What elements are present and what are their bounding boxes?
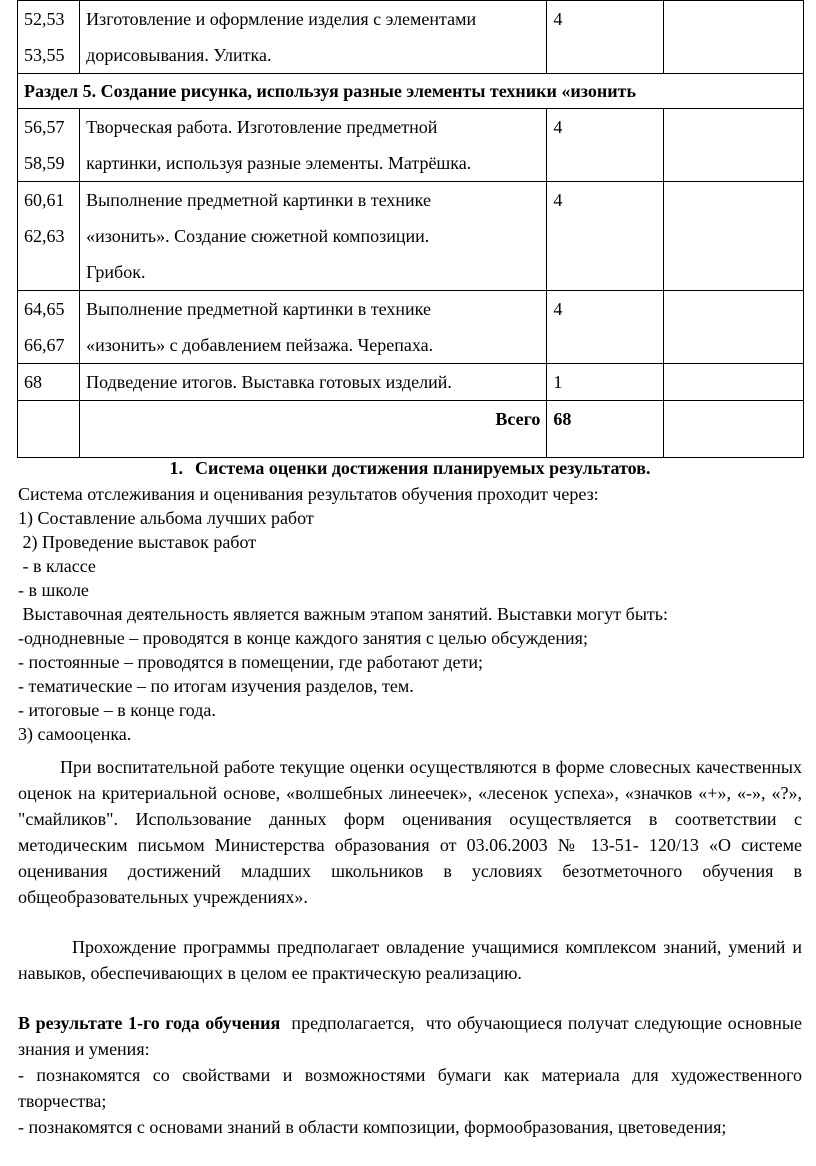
bullet-item: - познакомятся со свойствами и возможностями бумаги как материала для художественного творчества; [18,1065,802,1111]
lesson-topic-cell [80,109,547,182]
hours-cell: 1 [547,364,663,401]
list-line: - в школе [18,580,89,600]
section-row [18,74,804,109]
lesson-number: 53,55 [24,45,65,65]
lesson-number: 56,57 [24,117,65,137]
lesson-topic-cell [80,364,547,401]
lesson-topic-line: дорисовывания. Улитка. [86,45,272,65]
list-line: - постоянные – проводятся в помещении, где работают дети; [18,652,484,672]
lesson-number: 64,65 [24,299,65,319]
hours-cell: 4 [547,182,663,291]
lesson-topic-line: «изонить» с добавлением пейзажа. Черепаха. [86,335,434,355]
section-heading [18,456,802,480]
section-number: 1. [169,458,184,478]
lesson-number-cell [18,291,80,364]
paragraph-evaluation: При воспитательной работе текущие оценки осуществляются в форме словесных качественных оценок на критериальной основе, «волшебных линеечек», «лесенок успеха», «значков «+», «-», «?», "смайликов". Использование данных форм оценивания осуществляется в соответствии с методическим письмом Министерства образования от 03.06.2003 № 13-51- 120/13 «О системе оценивания достижений младших школьников в условиях безотметочного обучения в общеобразовательных учреждениях». [18,757,802,907]
section-title-cell: Раздел 5. Создание рисунка, используя разные элементы техники «изонить [18,74,804,109]
notes-cell [663,364,803,401]
lesson-topic-line: Выполнение предметной картинки в технике [86,190,431,210]
total-value: 68 [547,401,663,458]
lesson-number: 52,53 [24,9,65,29]
lesson-number-cell [18,182,80,291]
table-row [18,364,804,401]
lesson-number: 66,67 [24,335,65,355]
lesson-topic-line: Подведение итогов. Выставка готовых изделий. [86,372,452,392]
lesson-topic-cell [80,182,547,291]
lesson-number: 68 [24,372,42,392]
results-bold-lead: В результате 1-го года обучения [18,1013,281,1033]
hours-cell: 4 [547,1,663,74]
lesson-number-cell [18,109,80,182]
lesson-number-cell [18,364,80,401]
curriculum-table [17,0,804,458]
list-line: - в классе [18,556,96,576]
list-line: - тематические – по итогам изучения разделов, тем. [18,676,414,696]
list-line: - итоговые – в конце года. [18,700,216,720]
empty-cell [18,401,80,458]
total-label: Всего [80,401,547,458]
lesson-topic-line: картинки, используя разные элементы. Матрёшка. [86,153,472,173]
lesson-topic-line: Грибок. [86,262,146,282]
list-line: Система отслеживания и оценивания результатов обучения проходит через: [18,484,599,504]
empty-cell [663,401,803,458]
hours-cell: 4 [547,291,663,364]
hours-cell: 4 [547,109,663,182]
list-line: 2) Проведение выставок работ [18,532,257,552]
bullet-item: - познакомятся с основами знаний в области композиции, формообразования, цветоведения; [18,1117,727,1137]
results-text: предполагается, что обучающиеся получат следующие основные знания и умения: [18,1013,807,1059]
paragraph-results [18,1010,807,1062]
notes-cell [663,1,803,74]
notes-cell [663,182,803,291]
document-body [18,456,807,1140]
list-line: 3) самооценка. [18,724,132,744]
lesson-number: 60,61 [24,190,65,210]
lesson-topic-cell [80,291,547,364]
table-row [18,291,804,364]
lesson-topic-line: Выполнение предметной картинки в технике [86,299,431,319]
notes-cell [663,291,803,364]
section-title: Система оценки достижения планируемых результатов. [195,458,651,478]
lesson-topic-cell [80,1,547,74]
table-row [18,182,804,291]
table-row [18,1,804,74]
table-row [18,109,804,182]
paragraph-program: Прохождение программы предполагает овладение учащимися комплексом знаний, умений и навыков, обеспечивающих в целом ее практическую реализацию. [18,937,802,983]
lesson-number: 62,63 [24,226,65,246]
assessment-list [18,482,802,746]
total-row [18,401,804,458]
notes-cell [663,109,803,182]
list-line: Выставочная деятельность является важным этапом занятий. Выставки могут быть: [18,604,668,624]
lesson-number-cell [18,1,80,74]
lesson-topic-line: «изонить». Создание сюжетной композиции. [86,226,430,246]
list-line: -однодневные – проводятся в конце каждого занятия с целью обсуждения; [18,628,588,648]
lesson-number: 58,59 [24,153,65,173]
lesson-topic-line: Творческая работа. Изготовление предметной [86,117,438,137]
list-line: 1) Составление альбома лучших работ [18,508,314,528]
lesson-topic-line: Изготовление и оформление изделия с элементами [86,9,477,29]
